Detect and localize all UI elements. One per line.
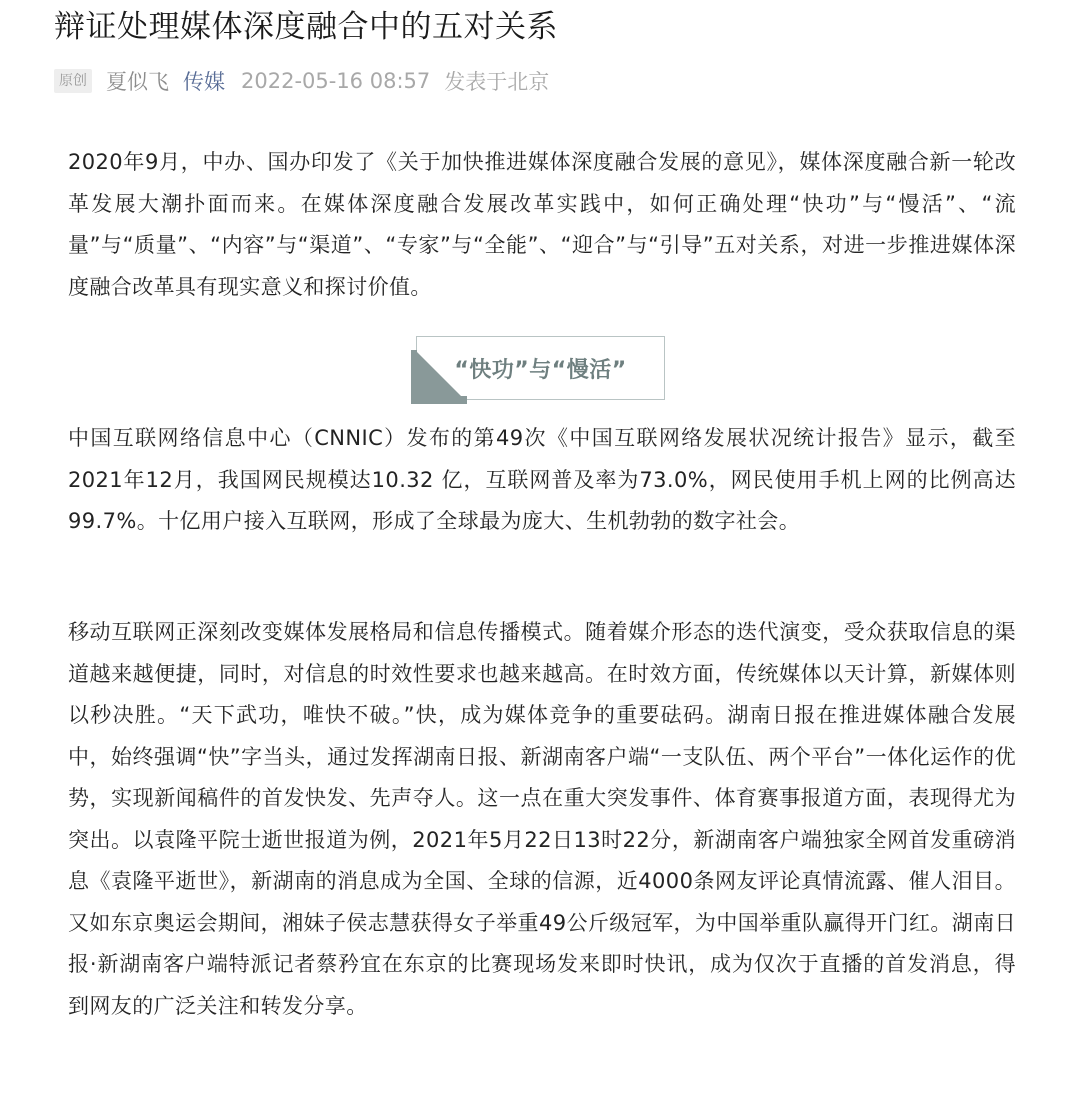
author-name: 夏似飞	[106, 70, 169, 94]
publish-datetime: 2022-05-16 08:57	[241, 69, 431, 93]
account-link[interactable]: 传媒	[183, 70, 225, 94]
paragraph-mobile-internet: 移动互联网正深刻改变媒体发展格局和信息传播模式。随着媒介形态的迭代演变，受众获取信息的渠道越来越便捷，同时，对信息的时效性要求也越来越高。在时效方面，传统媒体以天计算，新媒体则以秒决胜。“天下武功，唯快不破。”快，成为媒体竞争的重要砝码。湖南日报在推进媒体融合发展中，始终强调“快”字当头，通过发挥湖南日报、新湖南客户端“一支队伍、两个平台”一体化运作的优势，实现新闻稿件的首发快发、先声夺人。这一点在重大突发事件、体育赛事报道方面，表现得尤为突出。以袁隆平院士逝世报道为例，2021年5月22日13时22分，新湖南客户端独家全网首发重磅消息《袁隆平逝世》，新湖南的消息成为全国、全球的信源，近4000条网友评论真情流露、催人泪目。又如东京奥运会期间，湘妹子侯志慧获得女子举重49公斤级冠军，为中国举重队赢得开门红。湖南日报·新湖南客户端特派记者蔡矜宜在东京的比赛现场发来即时快讯，成为仅次于直播的首发消息，得到网友的广泛关注和转发分享。	[68, 620, 1016, 1018]
paragraph-intro: 2020年9月，中办、国办印发了《关于加快推进媒体深度融合发展的意见》，媒体深度融合新一轮改革发展大潮扑面而来。在媒体深度融合发展改革实践中，如何正确处理“快功”与“慢活”、“流量”与“质量”、“内容”与“渠道”、“专家”与“全能”、“迎合”与“引导”五对关系，对进一步推进媒体深度融合改革具有现实意义和探讨价值。	[68, 150, 1016, 299]
article-title: 辩证处理媒体深度融合中的五对关系	[54, 9, 558, 45]
article-meta	[54, 66, 549, 96]
section-heading: “快功”与“慢活”	[454, 357, 627, 383]
original-badge: 原创	[54, 69, 92, 93]
paragraph-cnnic: 中国互联网络信息中心（CNNIC）发布的第49次《中国互联网络发展状况统计报告》显示，截至2021年12月，我国网民规模达10.32 亿，互联网普及率为73.0%，网民使用手机上网的比例高达99.7%。十亿用户接入互联网，形成了全球最为庞大、生机勃勃的数字社会。	[68, 426, 1016, 533]
publish-location: 发表于北京	[444, 70, 550, 94]
